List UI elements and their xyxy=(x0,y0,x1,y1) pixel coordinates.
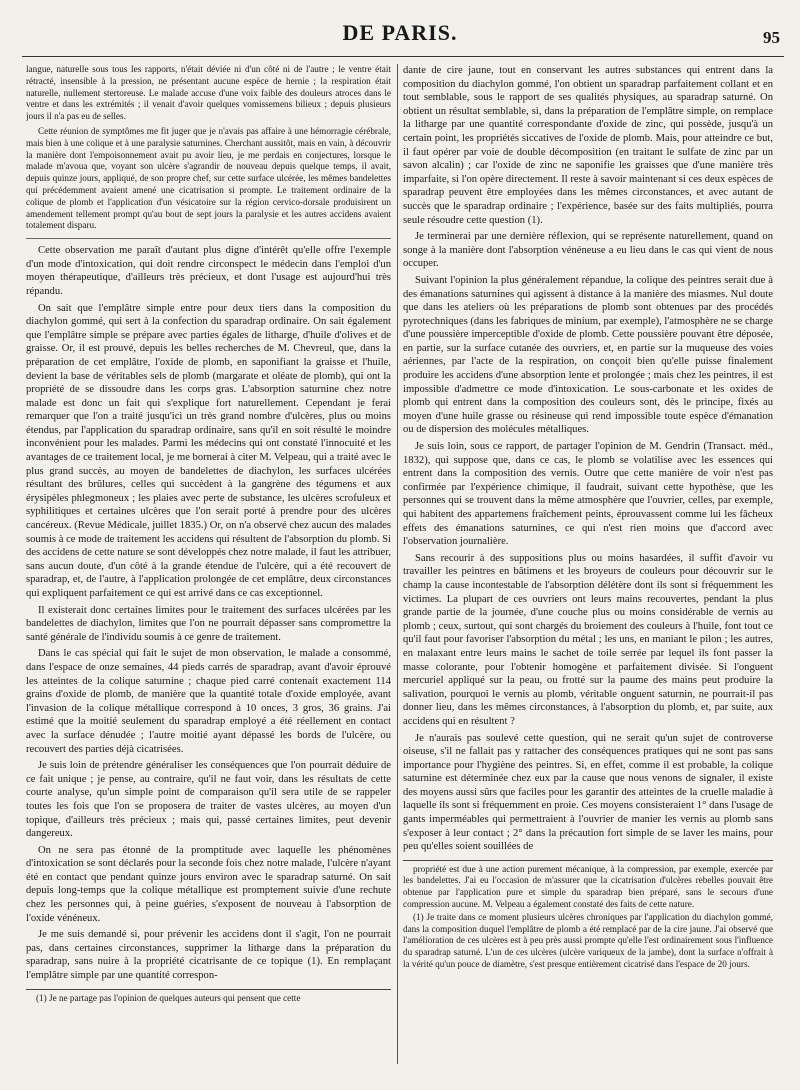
paragraph: Cette observation me paraît d'autant plus digne d'intérêt qu'elle offre l'exemple d'un mode d'intoxication, qui doit rendre circonspect le médecin dans l'emploi d'un moyen thérapeutique, d'ailleurs très précieux, et dont l'usage est aujourd'hui très répandu. xyxy=(26,245,391,297)
footnote-divider xyxy=(26,989,391,990)
running-title: DE PARIS. xyxy=(342,20,458,45)
paragraph: Je n'aurais pas soulevé cette question, qui ne serait qu'un sujet de controverse oiseuse, s'il ne fallait pas y rattacher des conséquences pratiques qui ne sont pas sans importance pour l'hygiène des peintres. Si, en effet, comme il est probable, la colique saturnine est déterminée chez eux par la cause que nous venons de signaler, il existe des moyens aussi sûrs que faciles pour les garantir des atteintes de la cruelle maladie à laquelle ils sont si fréquemment en proie. Ces moyens consisteraient 1° dans l'usage de gants imperméables qui permettraient à l'ouvrier de manier les vernis au plomb sans s'exposer à leur contact ; 2° dans la précaution fort simple de se laver les mains, pour peu qu'elles soient souillées de xyxy=(403,732,773,853)
page-header xyxy=(0,0,800,48)
paragraph: dante de cire jaune, tout en conservant les autres substances qui entrent dans la composition du diachylon gommé, l'on obtient un sparadrap parfaitement collant et en tout semblable, sous le rapport de ses qualités physiques, au sparadrap saturné. On obtient un résultat semblable, si, dans la préparation de l'emplâtre simple, on remplace la litharge par une quantité correspondante d'oxide de zinc, qui possède, jusqu'à un certain point, les propriétés siccatives de l'oxide de plomb. Mais, pour atteindre ce but, il faut opérer par voie de double décomposition (en traitant le sulfate de zinc par un savon alcalin) ; car l'oxide de zinc ne saponifie les graisses que d'une manière très imparfaite, si l'on opère directement. Il reste à savoir maintenant si ces deux espèces de sparadrap peuvent être employées dans les mêmes circonstances, et avec autant de succès que le sparadrap ordinaire ; l'expérience, basée sur des faits multipliés, pourra seule résoudre cette question (1). xyxy=(403,65,773,226)
footnote: (1) Je ne partage pas l'opinion de quelques auteurs qui pensent que cette xyxy=(36,992,301,1003)
paragraph: Suivant l'opinion la plus généralement répandue, la colique des peintres serait due à des émanations saturnines qui agissent à distance à la manière des miasmes. Nul doute que dans les ateliers où les préparations de plomb sont obtenues par des procédés pyrotechniques (dans les fabriques de minium, par exemple), l'atmosphère ne se charge d'une poussière imperceptible d'oxide de plomb. Cette poussière pouvant être déposée, en partie, sur la surface cutanée des ouvriers, et, en partie sur la muqueuse des voies aériennes, par l'acte de la respiration, on conçoit bien qu'elle puisse finalement produire les accidens d'une absorption lente et prolongée ; mais chez les peintres, il est impossible d'admettre ce mode d'intoxication. Le sous-carbonate et les oxides de plomb qui entrent dans la composition des couleurs sont, dès le principe, fixés au moyen d'une huile grasse ou résineuse qui rend impossible toute espèce d'émanation ou de dispersion des molécules métalliques. xyxy=(403,274,773,436)
footnote-divider xyxy=(403,860,773,861)
paragraph: Dans le cas spécial qui fait le sujet de mon observation, le malade a consommé, dans l'espace de onze semaines, 44 pieds carrés de sparadrap, avant d'avoir éprouvé les atteintes de la colique saturnine ; chaque pied carré contenait exactement 114 grains d'oxide de plomb, de manière que la quantité totale d'oxide employée, avant l'invasion de la colique métallique correspond à 10 onces, 3 gros, 36 grains. J'ai estimé que la moitié seulement du sparadrap employé a été réellement en contact avec la surface dénudée ; l'autre moitié ayant dépassé les bords de l'ulcère, ou recouvert des parties déjà cicatrisées. xyxy=(26,648,391,755)
footnote: propriété est due à une action purement mécanique, à la compression, par exemple, exercée par les bandelettes. J'ai eu l'occasion de m'assurer que la cicatrisation d'ulcères rebelles pouvait être obtenue par l'application pure et simple du sparadrap bien préparé, sans le secours d'une compression aucune. M. Velpeau a également constaté des faits de cette nature. xyxy=(403,863,773,909)
column-rule xyxy=(397,64,398,1064)
paragraph: Je me suis demandé si, pour prévenir les accidens dont il s'agit, l'on ne pourrait pas, dans certaines circonstances, supprimer la litharge dans la préparation du sparadrap, sans nuire à la propriété cicatrisante de ce topique (1). En remplaçant l'emplâtre simple par une quantité correspon- xyxy=(26,929,391,982)
paragraph: Je suis loin, sous ce rapport, de partager l'opinion de M. Gendrin (Transact. méd., 1832), qui suppose que, dans ce cas, le plomb se volatilise avec les essences qui entrent dans la composition des vernis. Outre que cette manière de voir n'est pas confirmée par l'expérience chimique, il faudrait, suivant cette hypothèse, que les personnes qui se trouvent dans la même atmosphère que l'ouvrier, celles, par exemple, qui habitent des appartemens fraîchement peints, éprouvassent comme lui les fâcheux effets des émanations saturnines, ce qui n'est rien moins que d'accord avec l'observation journalière. xyxy=(403,441,773,548)
paragraph: Sans recourir à des suppositions plus ou moins hasardées, il suffit d'avoir vu travailler les peintres en bâtimens et les broyeurs de couleurs pour découvrir sur le champ la cause incontestable de l'absorption délétère dont ils sont si fréquemment les victimes. La plupart de ces ouvriers ont leurs mains recouvertes, pendant la plus grande partie de la journée, d'une couche plus ou moins considérable de vernis au plomb ; ceux, surtout, qui sont chargés du broiement des couleurs à l'huile, font tout ce qu'il faut pour favoriser l'absorption du métal ; les uns, en maniant le pilon ; les autres, en malaxant entre leurs mains le sachet de toile serrée par lequel ils font passer la masse colorante, pour l'obtenir homogène et parfaitement divisée. Si l'onguent mercuriel appliqué sur la peau, ou frotté sur la paume des mains peut produire la salivation, pourquoi le vernis au plomb, véritable onguent saturnin, ne pourrait-il pas donner lieu, dans les mêmes circonstances, à l'absorption du plomb, et, par suite, aux accidens qui en résultent ? xyxy=(403,552,773,727)
paragraph: On ne sera pas étonné de la promptitude avec laquelle les phénomènes d'intoxication se sont déclarés pour la seconde fois chez notre malade, l'ulcère n'ayant été en contact que pendant quinze jours environ avec le sparadrap saturné. On sait depuis long-temps que la colique métallique est promptement suivie d'une rechute chez les personnes qui, à peine guéries, s'exposent de nouveau à l'absorption de l'oxide vénéneux. xyxy=(26,844,391,924)
paragraph: Je suis loin de prétendre généraliser les conséquences que l'on pourrait déduire de ce fait unique ; je pense, au contraire, qu'il ne faut voir, dans les résultats de cette courte analyse, qu'un simple point de comparaison qu'il sera utile de se rappeler toutes les fois que l'on se proposera de traiter de vastes ulcères, au moyen d'un topique, d'ailleurs très précieux ; mais qui, passé certaines limites, peut devenir dangereux. xyxy=(26,760,391,840)
paragraph: Je terminerai par une dernière réflexion, qui se représente naturellement, quand on songe à la manière dont l'absorption vénéneuse a eu lieu dans le cas qui vient de nous occuper. xyxy=(403,231,773,270)
paragraph: Cette réunion de symptômes me fit juger que je n'avais pas affaire à une hémorragie cérébrale, mais bien à une colique et à une paralysie saturnines. Cherchant aussitôt, mais en vain, à découvrir la manière dont l'empoisonnement avait pu avoir lieu, je me perdais en conjectures, lorsque le malade m'avoua que, voyant son ulcère s'agrandir de nouveau depuis quelque temps, il avait, depuis quinze jours, appliqué, de son propre chef, sur cette surface ulcérée, les mêmes bandelettes qui précédemment avaient amené une cicatrisation si prompte. Le traitement ordinaire de la colique de plomb et l'application d'un vésicatoire sur la région cervico-dorsale produisirent un amendement tellement prompt qu'au bout de sept jours la paralysie et les autres accidens avaient totalement disparu. xyxy=(26,125,391,231)
left-column xyxy=(26,64,391,1079)
paragraph: Il existerait donc certaines limites pour le traitement des surfaces ulcérées par les bandelettes de diachylon, limites que l'on ne pourrait dépasser sans compromettre la santé générale de l'individu soumis à ce genre de traitement. xyxy=(26,604,391,643)
footnote: (1) Je traite dans ce moment plusieurs ulcères chroniques par l'application du diachylon gommé, dans la composition duquel l'emplâtre de plomb a été remplacé par de la cire jaune. J'ai observé que l'amélioration de ces ulcères est à peu près aussi prompte qu'elle l'est ordinairement sous l'influence du sparadrap saturné. L'un de ces ulcères (ulcère variqueux de la jambe), dont la surface n'offrait à la vérité qu'un pouce de diamètre, s'est presque entièrement cicatrisé dans l'espace de 20 jours. xyxy=(403,912,773,969)
header-rule xyxy=(22,56,784,57)
right-column xyxy=(403,64,773,1079)
paragraph: langue, naturelle sous tous les rapports, n'était déviée ni d'un côté ni de l'autre ; le ventre était rétracté, insensible à la pression, ne présentant aucune espèce de hernie ; la respiration était naturelle, nullement stertoreuse. Le malade accuse d'une voix faible des douleurs atroces dans le ventre et dans les extrémités ; il venait d'avoir quelques vomissemens bilieux ; depuis plusieurs jours il n'a pas eu de selles. xyxy=(26,64,391,122)
section-divider xyxy=(26,238,391,239)
page-number: 95 xyxy=(763,28,780,47)
paragraph: On sait que l'emplâtre simple entre pour deux tiers dans la composition du diachylon gommé, qui sert à la confection du sparadrap ordinaire. On sait également que l'emplâtre simple se prépare avec parties égales de litharge, d'huile d'olives et de graisse. Or, il est prouvé, depuis les belles recherches de M. Chevreul, que, dans la préparation de cet emplâtre, l'oxide de plomb, en saponifiant la graisse et l'huile, devient la base de véritables sels de plomb (margarate et oléate de plomb), qui ont la propriété de se dissoudre dans les corps gras. L'absorption saturnine chez notre malade est donc un fait qui s'explique fort naturellement. Cependant je ferai remarquer que l'on a traité jusqu'ici un très grand nombre d'ulcères, plus ou moins étendus, par l'application du sparadrap ordinaire, sans qu'il en soit résulté le moindre inconvénient pour les malades. Parmi les médecins qui ont constaté l'innocuité et les avantages de ce traitement local, je me bornerai à citer M. Velpeau, qui a traité avec le plus grand succès, au moyen de bandelettes de diachylon, les surfaces ulcérées résultant des brûlures, celles qui succèdent à la gangrène des tégumens et aux érysipèles phlegmoneux ; les plaies avec perte de substance, les ulcères scrofuleux et syphilitiques et certaines ulcères que l'on serait porté à prendre pour des ulcères cancéreux. (Revue Médicale, juillet 1835.) Or, on n'a observé chez aucun des malades soumis à ce mode de traitement les accidens qui résultent de l'absorption du plomb. Si des accidens de cette nature se sont développés chez notre malade, il faut les attribuer, sans aucun doute, d'un côté à la grande étendue de l'ulcère, qui a été recouvert de sparadrap, et, de l'autre, à l'application prolongée de cet emplâtre, deux circonstances qui expliquent parfaitement ce qui est arrivé dans ce cas exceptionnel. xyxy=(26,302,391,599)
